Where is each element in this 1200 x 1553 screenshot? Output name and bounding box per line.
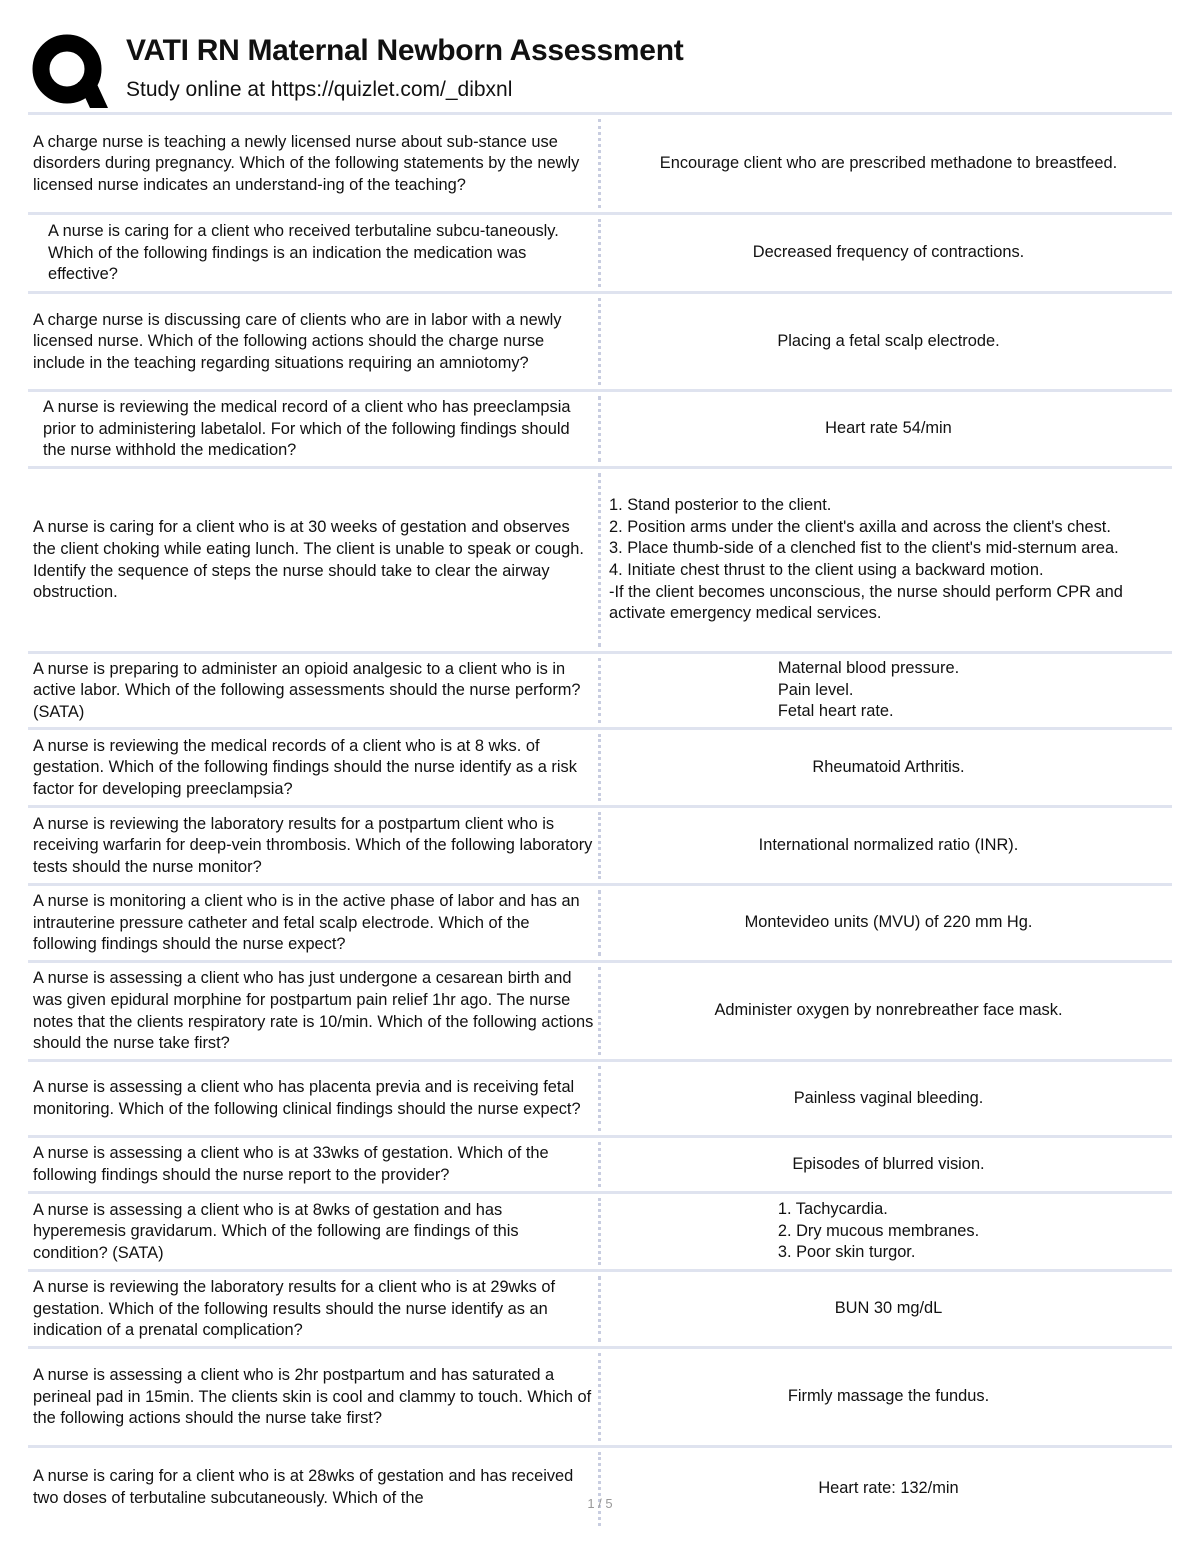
- card-term: A nurse is preparing to administer an opioid analgesic to a client who is in active labor. Which of the following assessments should the nurse perform? (SATA): [33, 659, 581, 721]
- card-divider: [598, 734, 601, 801]
- flashcard-list: [28, 112, 1172, 1530]
- definition-line: Decreased frequency of contractions.: [752, 243, 1025, 262]
- study-link[interactable]: Study online at https://quizlet.com/_dibxnl: [126, 78, 513, 101]
- definition-line: Pain level.: [777, 680, 854, 699]
- flashcard-row: [28, 1059, 1172, 1135]
- card-divider: [598, 1142, 601, 1187]
- card-divider: [598, 473, 601, 647]
- flashcard-row: [28, 805, 1172, 883]
- card-term: A nurse is reviewing the laboratory results for a postpartum client who is receiving warfarin for deep-vein thrombosis. Which of the following laboratory tests should the nurse monitor?: [33, 814, 593, 876]
- page-header: [28, 26, 1178, 112]
- card-term: A nurse is assessing a client who is at 33wks of gestation. Which of the following findings should the nurse report to the provider?: [33, 1144, 549, 1184]
- card-definition: [605, 1448, 1172, 1530]
- definition-line: 4. Initiate chest thrust to the client using a backward motion.: [609, 561, 1044, 579]
- flashcard-row: [28, 389, 1172, 466]
- card-term: A charge nurse is teaching a newly licensed nurse about sub-stance use disorders during pregnancy. Which of the following statements by the newly licensed nurse indicates an understand-ing of the teaching?: [33, 132, 580, 194]
- card-definition: [605, 392, 1172, 466]
- definition-line: Administer oxygen by nonrebreather face mask.: [714, 1001, 1063, 1020]
- flashcard-row: [28, 1191, 1172, 1269]
- definition-line: 1. Stand posterior to the client.: [609, 496, 832, 515]
- card-definition: [605, 963, 1172, 1059]
- definition-line: Firmly massage the fundus.: [787, 1387, 990, 1406]
- definition-line: International normalized ratio (INR).: [758, 835, 1019, 854]
- page-indicator: 1 / 5: [587, 1496, 613, 1511]
- definition-line: Maternal blood pressure.: [777, 659, 960, 678]
- card-term: A nurse is caring for a client who received terbutaline subcu-taneously. Which of the following findings is an indication the medication was effective?: [48, 222, 559, 284]
- card-definition: [605, 1194, 1172, 1269]
- definition-line: 1. Tachycardia.: [777, 1200, 888, 1219]
- card-term: A nurse is reviewing the medical record of a client who has preeclampsia prior to administering labetalol. For which of the following findings should the nurse withhold the medication?: [43, 398, 571, 460]
- card-term: A charge nurse is discussing care of clients who are in labor with a newly licensed nurse. Which of the following actions should the charge nurse include in the teaching regarding situations requiring an amniotomy?: [33, 310, 562, 372]
- definition-list: [778, 658, 959, 723]
- card-definition: [605, 469, 1172, 651]
- flashcard-row: [28, 112, 1172, 212]
- card-divider: [598, 298, 601, 385]
- card-divider: [598, 119, 601, 208]
- card-term: A nurse is assessing a client who is 2hr postpartum and has saturated a perineal pad in 15min. The clients skin is cool and clammy to touch. Which of the following actions should the nurse take first?: [33, 1366, 592, 1428]
- card-term: A nurse is monitoring a client who is in the active phase of labor and has an intrauterine pressure catheter and fetal scalp electrode. Which of the following findings should the nurse expect?: [33, 892, 580, 954]
- card-definition: [605, 294, 1172, 389]
- definition-line: 2. Dry mucous membranes.: [777, 1221, 980, 1240]
- definition-line: BUN 30 mg/dL: [834, 1299, 943, 1318]
- card-definition: [605, 730, 1172, 805]
- definition-line: -If the client becomes unconscious, the nurse should perform CPR and activate emergency medical services.: [609, 582, 1123, 623]
- definition-list: [778, 1199, 979, 1264]
- card-definition: [605, 215, 1172, 291]
- flashcard-row: [28, 212, 1172, 291]
- flashcard-row: [28, 291, 1172, 389]
- card-term: A nurse is assessing a client who has placenta previa and is receiving fetal monitoring. Which of the following clinical findings should the nurse expect?: [33, 1078, 581, 1118]
- card-term: A nurse is reviewing the laboratory results for a client who is at 29wks of gestation. Which of the following results should the nurse identify as an indication of a prenatal complication?: [33, 1278, 556, 1340]
- card-divider: [598, 1198, 601, 1265]
- card-term: A nurse is caring for a client who is at 30 weeks of gestation and observes the client choking while eating lunch. The client is unable to speak or cough. Identify the sequence of steps the nurse should take to clear the airway obstruction.: [33, 518, 584, 602]
- flashcard-row: [28, 883, 1172, 960]
- card-term: A nurse is reviewing the medical records of a client who is at 8 wks. of gestation. Which of the following findings should the nurse identify as a risk factor for developing preeclampsia?: [33, 736, 577, 798]
- card-definition: [605, 808, 1172, 883]
- definition-line: Fetal heart rate.: [777, 702, 894, 721]
- definition-line: Placing a fetal scalp electrode.: [777, 331, 1000, 350]
- card-divider: [598, 658, 601, 723]
- definition-line: 3. Poor skin turgor.: [777, 1243, 916, 1262]
- page-title: VATI RN Maternal Newborn Assessment: [126, 34, 684, 67]
- flashcard-row: [28, 1135, 1172, 1191]
- definition-line: Episodes of blurred vision.: [792, 1154, 985, 1173]
- card-term: A nurse is caring for a client who is at 28wks of gestation and has received two doses of terbutaline subcutaneously. Which of the: [33, 1467, 574, 1507]
- definition-line: Rheumatoid Arthritis.: [812, 757, 965, 776]
- flashcard-row: [28, 960, 1172, 1059]
- card-divider: [598, 812, 601, 879]
- flashcard-row: [28, 1269, 1172, 1346]
- flashcard-row: [28, 727, 1172, 805]
- card-definition: [605, 886, 1172, 960]
- card-divider: [598, 219, 601, 287]
- definition-line: Heart rate: 132/min: [818, 1479, 959, 1498]
- card-divider: [598, 967, 601, 1055]
- card-divider: [598, 890, 601, 956]
- flashcard-row: [28, 1346, 1172, 1445]
- card-divider: [598, 396, 601, 462]
- quizlet-q-logo-icon: [30, 32, 108, 110]
- definition-steps: [609, 495, 1168, 625]
- card-definition: [605, 1062, 1172, 1135]
- card-definition: [605, 654, 1172, 727]
- flashcard-row: [28, 466, 1172, 651]
- card-definition: [605, 115, 1172, 212]
- card-definition: [605, 1349, 1172, 1445]
- card-divider: [598, 1353, 601, 1441]
- card-divider: [598, 1452, 601, 1526]
- definition-line: 2. Position arms under the client's axilla and across the client's chest.: [609, 517, 1111, 536]
- card-term: A nurse is assessing a client who is at 8wks of gestation and has hyperemesis gravidarum. Which of the following are findings of this condition? (SATA): [33, 1200, 519, 1262]
- flashcard-row: [28, 1445, 1172, 1530]
- flashcard-row: [28, 651, 1172, 727]
- definition-line: Encourage client who are prescribed methadone to breastfeed.: [659, 153, 1118, 172]
- card-definition: [605, 1138, 1172, 1191]
- card-divider: [598, 1066, 601, 1131]
- card-definition: [605, 1272, 1172, 1346]
- card-divider: [598, 1276, 601, 1342]
- definition-line: Montevideo units (MVU) of 220 mm Hg.: [744, 913, 1033, 932]
- definition-line: 3. Place thumb-side of a clenched fist to the client's mid-sternum area.: [609, 539, 1119, 558]
- definition-line: Heart rate 54/min: [825, 419, 952, 438]
- card-term: A nurse is assessing a client who has just undergone a cesarean birth and was given epidural morphine for postpartum pain relief 1hr ago. The nurse notes that the clients respiratory rate is 10/min. Which of the following actions should the nurse take first?: [33, 969, 594, 1053]
- definition-line: Painless vaginal bleeding.: [793, 1088, 984, 1107]
